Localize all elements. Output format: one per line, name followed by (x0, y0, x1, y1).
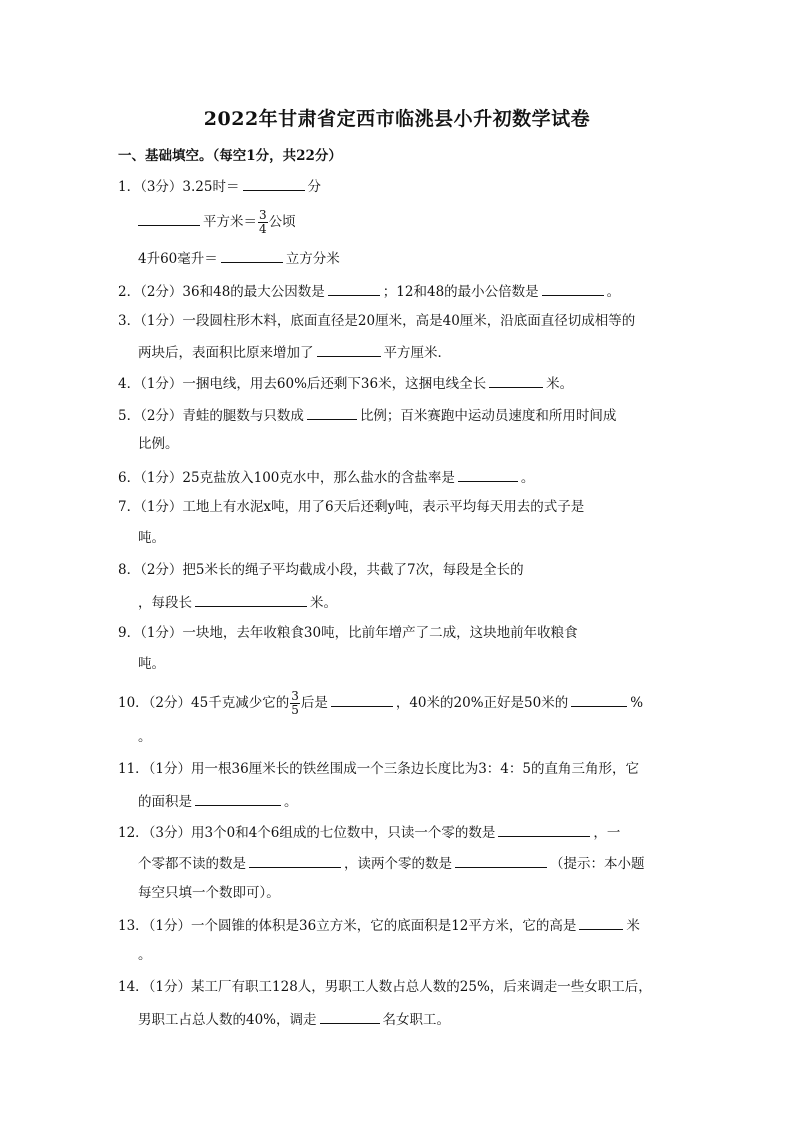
answer-blank[interactable] (138, 211, 200, 226)
fraction: $\frac{3}{5}$ (291, 689, 299, 717)
answer-blank[interactable] (458, 467, 518, 482)
question-10-line-2: 。 (138, 729, 152, 745)
answer-blank[interactable] (249, 853, 341, 868)
answer-blank[interactable] (221, 248, 283, 263)
answer-blank[interactable] (243, 176, 305, 191)
question-9-line-1: 9．（1分）一块地，去年收粮食30吨，比前年增产了二成，这块地前年收粮食 (118, 625, 578, 641)
answer-blank[interactable] (307, 405, 357, 420)
answer-blank[interactable] (195, 592, 307, 607)
answer-blank[interactable] (498, 822, 590, 837)
question-1-line-2: 平方米＝ $\frac{3}{4}$ 公顷 (138, 209, 296, 236)
question-14-line-1: 14．（1分）某工厂有职工128人，男职工人数占总人数的25%，后来调走一些女职工后， (118, 979, 652, 995)
question-5-line-1: 5．（2分）青蛙的腿数与只数成 比例；百米赛跑中运动员速度和所用时间成 (118, 405, 616, 425)
question-12-line-2: 个零都不读的数是 ，读两个零的数是 （提示：本小题 (138, 853, 645, 873)
question-1-line-3: 4升60毫升＝ 立方分米 (138, 248, 340, 268)
section-heading: 一、基础填空。（每空1分，共22分） (118, 148, 342, 164)
question-13-line-1: 13．（1分）一个圆锥的体积是36立方米，它的底面积是12平方米，它的高是 米 (118, 915, 640, 935)
question-12-line-1: 12．（3分）用3个0和4个6组成的七位数中，只读一个零的数是 ，一 (118, 822, 620, 842)
answer-blank[interactable] (571, 692, 627, 707)
answer-blank[interactable] (328, 281, 380, 296)
answer-blank[interactable] (195, 791, 281, 806)
answer-blank[interactable] (542, 281, 604, 296)
question-10-line-1: 10．（2分）45千克减少它的 $\frac{3}{5}$ 后是 ，40米的20%正好是50米的 % (118, 689, 644, 717)
answer-blank[interactable] (455, 853, 547, 868)
question-14-line-2: 男职工占总人数的40%，调走 名女职工。 (138, 1009, 450, 1029)
exam-title: 2022年甘肃省定西市临洮县小升初数学试卷 (203, 108, 591, 130)
question-8-line-1: 8．（2分）把5米长的绳子平均截成小段，共截了7次，每段是全长的 (118, 562, 524, 578)
question-6: 6．（1分）25克盐放入100克水中，那么盐水的含盐率是 。 (118, 467, 534, 487)
question-13-line-2: 。 (138, 947, 152, 963)
answer-blank[interactable] (331, 692, 393, 707)
question-5-line-2: 比例。 (138, 436, 179, 452)
answer-blank[interactable] (320, 1009, 380, 1024)
fraction: $\frac{3}{4}$ (259, 208, 267, 236)
question-4: 4．（1分）一捆电线，用去60%后还剩下36米，这捆电线全长 米。 (118, 373, 573, 393)
question-11-line-2: 的面积是 。 (138, 791, 298, 811)
question-11-line-1: 11．（1分）用一根36厘米长的铁丝围成一个三条边长度比为3：4：5的直角三角形，它 (118, 761, 639, 777)
question-7-line-1: 7．（1分）工地上有水泥x吨，用了6天后还剩y吨，表示平均每天用去的式子是 (118, 499, 585, 515)
question-1-line-1: 1．（3分）3.25时＝ 分 (118, 176, 321, 196)
question-12-line-3: 每空只填一个数即可）。 (138, 885, 280, 901)
question-3-line-1: 3．（1分）一段圆柱形木料，底面直径是20厘米，高是40厘米，沿底面直径切成相等的 (118, 313, 636, 329)
question-3-line-2: 两块后，表面积比原来增加了 平方厘米． (138, 342, 451, 362)
question-2: 2．（2分）36和48的最大公因数是 ；12和48的最小公倍数是 。 (118, 281, 620, 301)
answer-blank[interactable] (317, 342, 381, 357)
question-8-line-2: ，每段长 米。 (138, 592, 337, 612)
answer-blank[interactable] (489, 373, 543, 388)
question-7-line-2: 吨。 (138, 530, 165, 546)
answer-blank[interactable] (579, 915, 623, 930)
question-9-line-2: 吨。 (138, 656, 165, 672)
